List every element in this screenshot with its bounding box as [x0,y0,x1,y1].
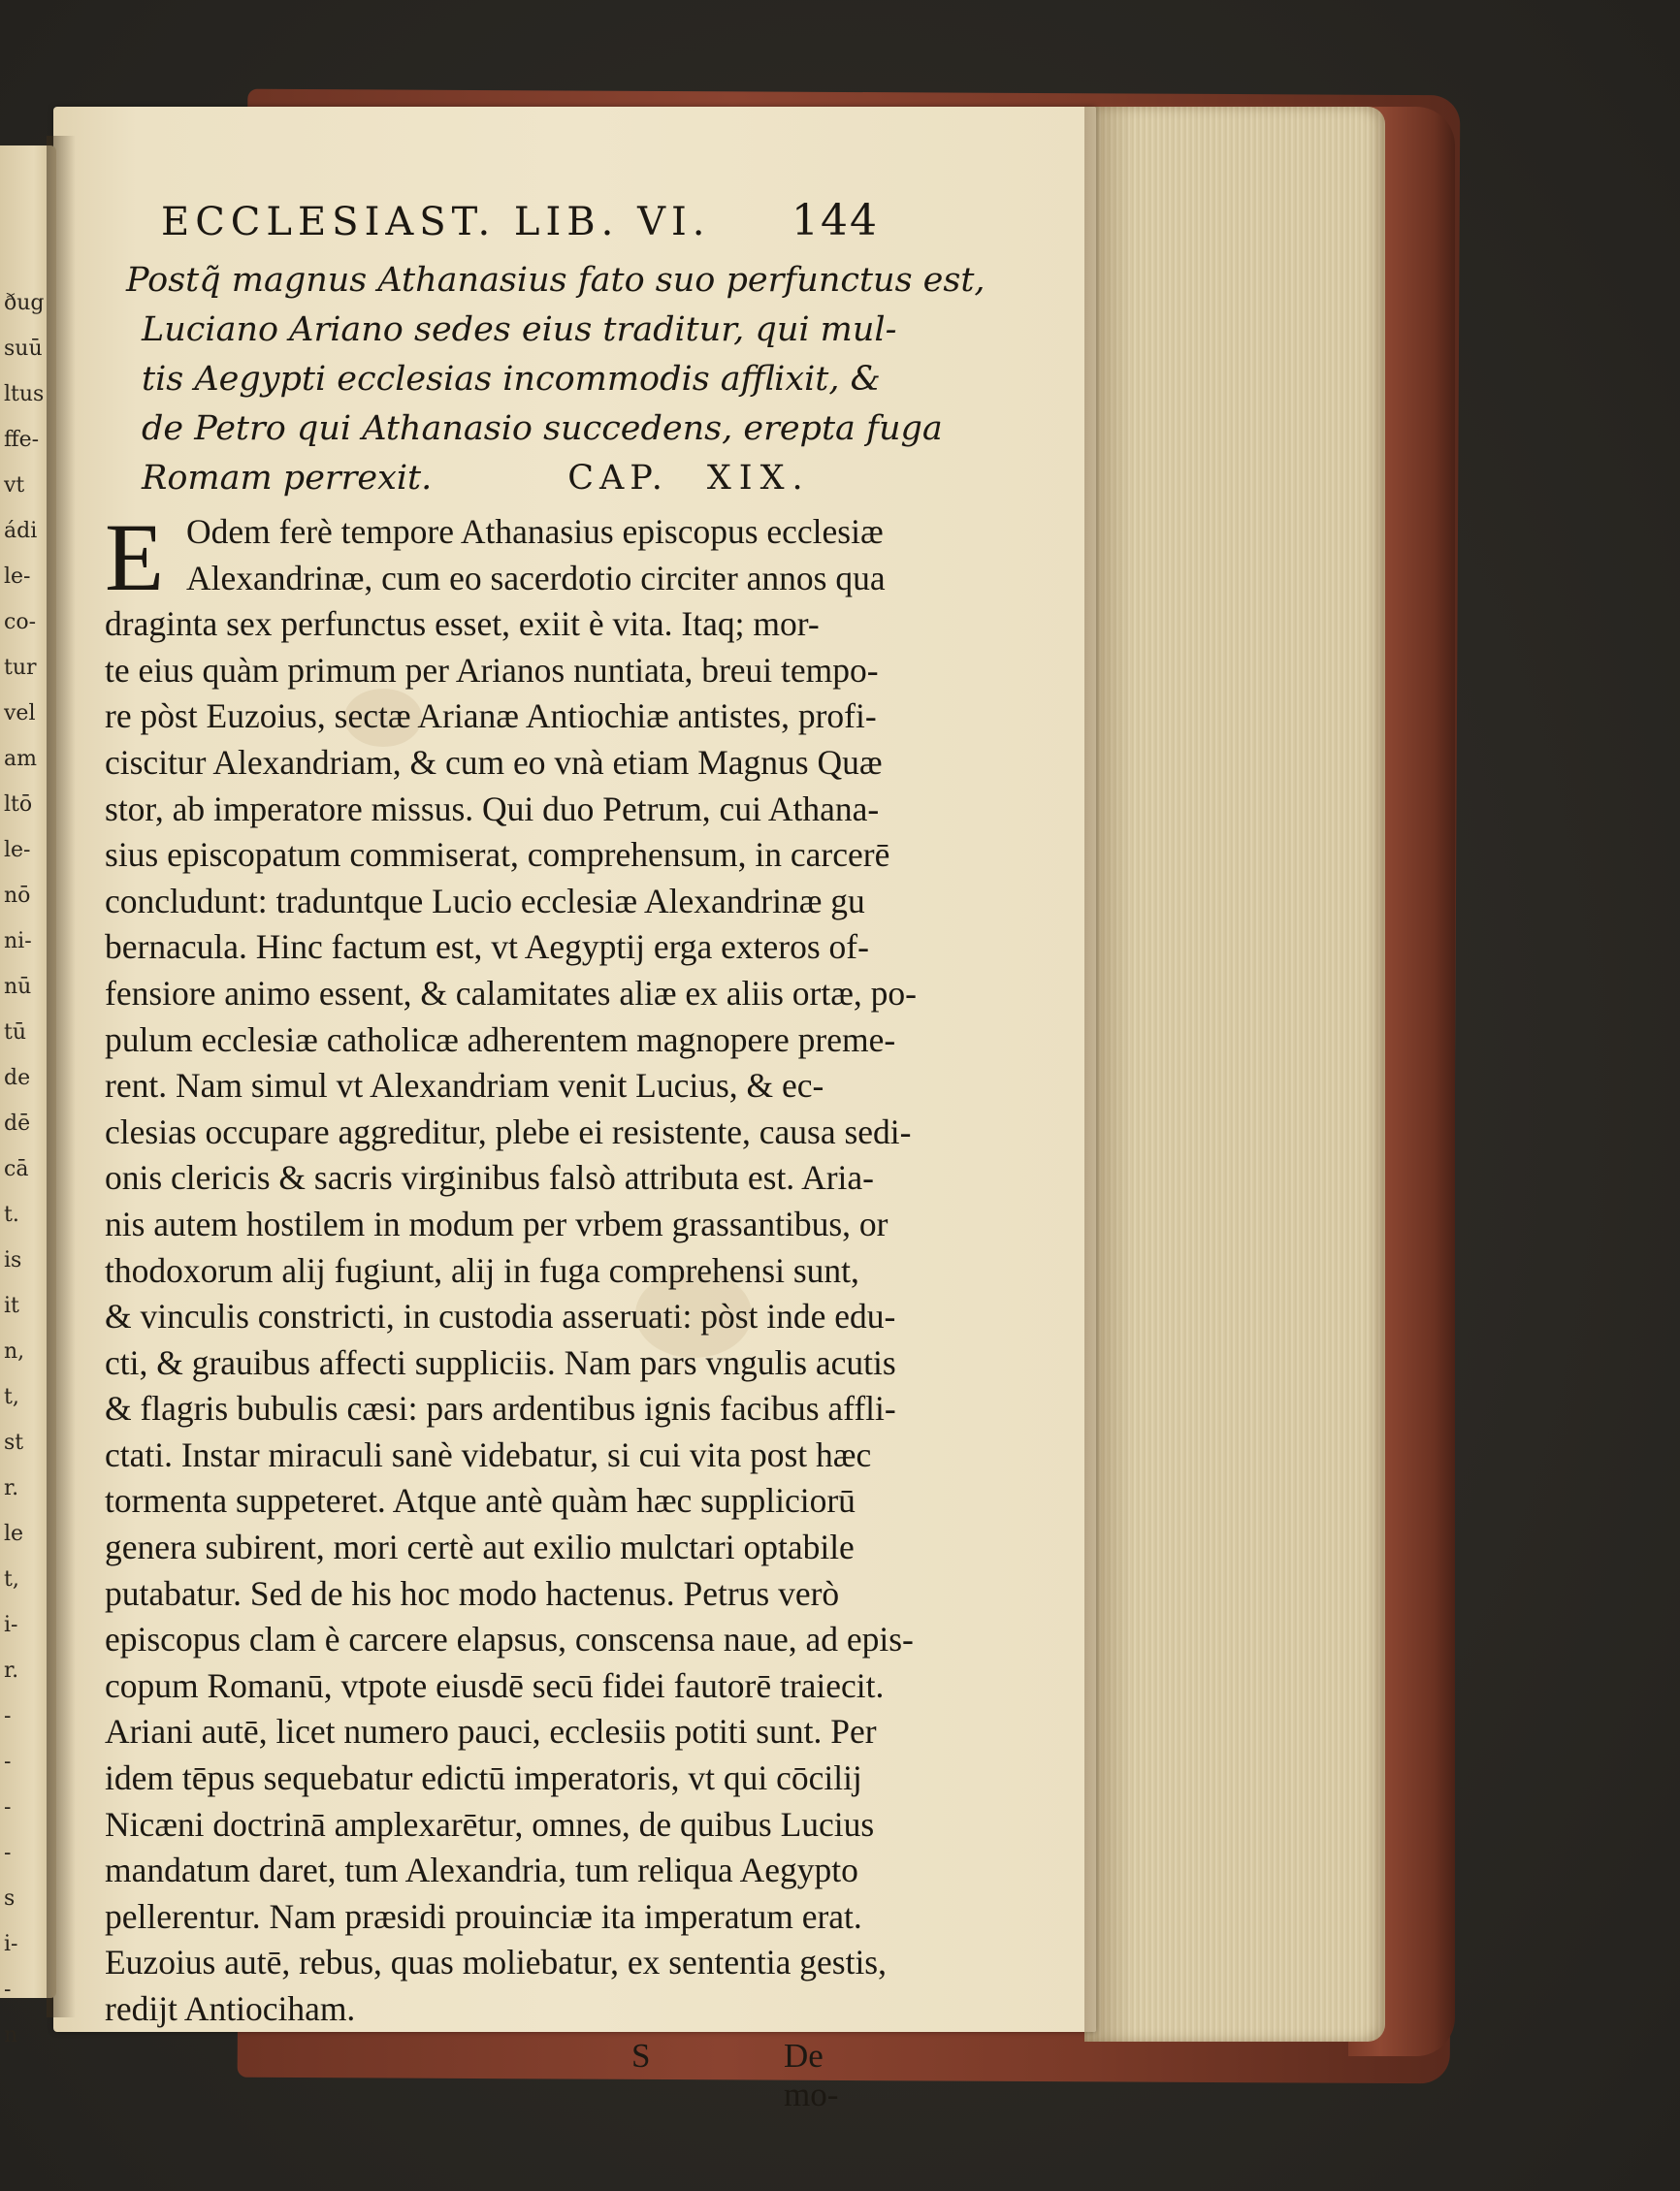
body-line: clesias occupare aggreditur, plebe ei resistente, causa sedi- [105,1112,912,1151]
body-line: putabatur. Sed de his hoc modo hactenus. Petrus verò [105,1573,840,1613]
body-line: cti, & grauibus affecti suppliciis. Nam pars vngulis acutis [105,1342,896,1382]
body-line: pulum ecclesiæ catholicæ adherentem magnopere preme- [105,1019,896,1059]
left-page-fragment: - [4,1978,12,2002]
left-page-fragment: it [4,1294,19,1318]
body-line: rent. Nam simul vt Alexandriam venit Lucius, & ec- [105,1066,824,1106]
text-block [105,196,985,2113]
left-page-fragment: - [4,1795,12,1820]
body-line: & vinculis constricti, in custodia asseruati: pòst inde edu- [105,1297,896,1337]
left-page-fragment: de [4,1066,31,1090]
left-page-fragment: am [4,747,37,771]
body-line: Euzoius autē, rebus, quas moliebatur, ex sententia gestis, [105,1943,887,1982]
page-number: 144 [792,196,879,245]
body-line: draginta sex perfunctus esset, exiit è vita. Itaq; mor- [105,604,820,644]
body-line: thodoxorum alij fugiunt, alij in fuga comprehensi sunt, [105,1250,859,1290]
body-line: fensiore animo essent, & calamitates aliæ ex aliis ortæ, po- [105,973,917,1013]
left-page-fragment: tū [4,1020,27,1045]
left-page-fragment: suū [4,337,43,361]
left-page-fragment: - [4,1841,12,1865]
chapter-summary [105,256,985,503]
left-page-fragment: ádi [4,519,38,543]
left-page-fragment: vt [4,473,25,498]
body-line: onis clericis & sacris virginibus falsò attributa est. Aria- [105,1158,874,1198]
body-line: copum Romanū, vtpote eiusdē secū fidei fautorē traiecit. [105,1665,885,1705]
body-line: redijt Antiociham. [105,1989,356,2028]
body-text [105,503,917,2033]
body-line: & flagris bubulis cæsi: pars ardentibus ignis facibus affli- [105,1389,896,1429]
left-page-fragment: n [4,2023,18,2047]
body-line: bernacula. Hinc factum est, vt Aegyptij erga exteros of- [105,927,869,967]
body-line: te eius quàm primum per Arianos nuntiata, breui tempo- [105,650,879,690]
summary-line: Romam perrexit. [142,459,433,498]
left-page-fragment: n, [4,1339,25,1364]
left-page-fragment: le [4,1522,24,1546]
left-page-fragment: co- [4,610,36,634]
summary-line: de Petro qui Athanasio succedens, erepta fuga [142,409,943,448]
left-page-fragment: t. [4,1203,19,1227]
catchword: De mo- [784,2036,839,2113]
body-line: tormenta suppeteret. Atque antè quàm hæc suppliciorū [105,1481,856,1521]
body-line: ciscitur Alexandriam, & cum eo vnà etiam Magnus Quæ [105,742,883,782]
left-page-fragment: t, [4,1567,19,1592]
left-page-fragment: ffe- [4,428,40,452]
left-page-fragment: - [4,1704,12,1728]
left-page-fragment: cā [4,1157,29,1181]
left-page-fragment: dē [4,1112,31,1136]
left-page-fragment: ltō [4,792,33,817]
summary-line: tis Aegypti ecclesias incommodis afflixit, & [142,360,881,399]
left-page-fragment: nū [4,975,32,999]
body-line: Nicæni doctrinā amplexarētur, omnes, de quibus Lucius [105,1804,875,1844]
left-page-fragment: - [4,1750,12,1774]
left-page-fragment: ltus [4,382,45,406]
left-page-fragment: nō [4,884,31,908]
body-line: sius episcopatum commiserat, comprehensum, in carcerē [105,835,890,875]
chapter-number: XIX. [706,459,811,498]
body-line: idem tēpus sequebatur edictū imperatoris, vt qui cōcilij [105,1758,862,1798]
summary-line: Luciano Ariano sedes eius traditur, qui mul- [142,310,897,349]
page-footer [105,2029,881,2113]
left-page-fragment: r. [4,1659,19,1683]
body-line: stor, ab imperatore missus. Qui duo Petrum, cui Athana- [105,789,880,828]
body-line: mandatum daret, tum Alexandria, tum reliqua Aegypto [105,1851,858,1890]
body-line: pellerentur. Nam præsidi prouinciæ ita imperatum erat. [105,1896,862,1936]
drop-cap: E [105,503,165,611]
body-line: episcopus clam è carcere elapsus, conscensa naue, ad epis- [105,1620,914,1659]
running-head [161,196,879,252]
body-line: Odem ferè tempore Athanasius episcopus ecclesiæ [186,512,884,551]
body-line: ctati. Instar miraculi sanè videbatur, si cui vita post hæc [105,1434,872,1474]
running-head-title: ECCLESIAST. LIB. VI. [161,200,711,244]
left-page-fragment: st [4,1431,24,1455]
page-stack-shadow [1084,107,1133,2042]
body-line: genera subirent, mori certè aut exilio mulctari optabile [105,1528,855,1567]
left-page-fragment: le- [4,838,31,862]
left-page-fragment: le- [4,564,31,589]
body-line: Alexandrinæ, cum eo sacerdotio circiter annos qua [186,558,886,597]
left-page-fragment: tur [4,656,37,680]
summary-line-last [105,454,881,503]
chapter-label: CAP. [567,459,668,498]
body-line: Ariani autē, licet numero pauci, ecclesiis potiti sunt. Per [105,1712,877,1752]
left-page-fragment: i- [4,1613,18,1637]
left-page-fragment: ni- [4,929,32,953]
left-page-fragment: ðug [4,291,45,315]
left-page-fragment: is [4,1248,22,1273]
left-page-fragment: vel [4,701,36,725]
gutter-shadow [47,136,76,2017]
body-line: re pòst Euzoius, sectæ Arianæ Antiochiæ antistes, profi- [105,696,877,736]
body-line: concludunt: traduntque Lucio ecclesiæ Alexandrinæ gu [105,881,865,920]
signature-mark: S [631,2036,651,2075]
left-page-fragment: s [4,1886,16,1911]
summary-line: Postq̃ magnus Athanasius fato suo perfunctus est, [126,261,985,300]
left-page-fragment: t, [4,1385,19,1409]
left-page-fragment: r. [4,1476,19,1500]
body-line: nis autem hostilem in modum per vrbem grassantibus, or [105,1204,888,1243]
left-page-fragment: i- [4,1932,18,1956]
